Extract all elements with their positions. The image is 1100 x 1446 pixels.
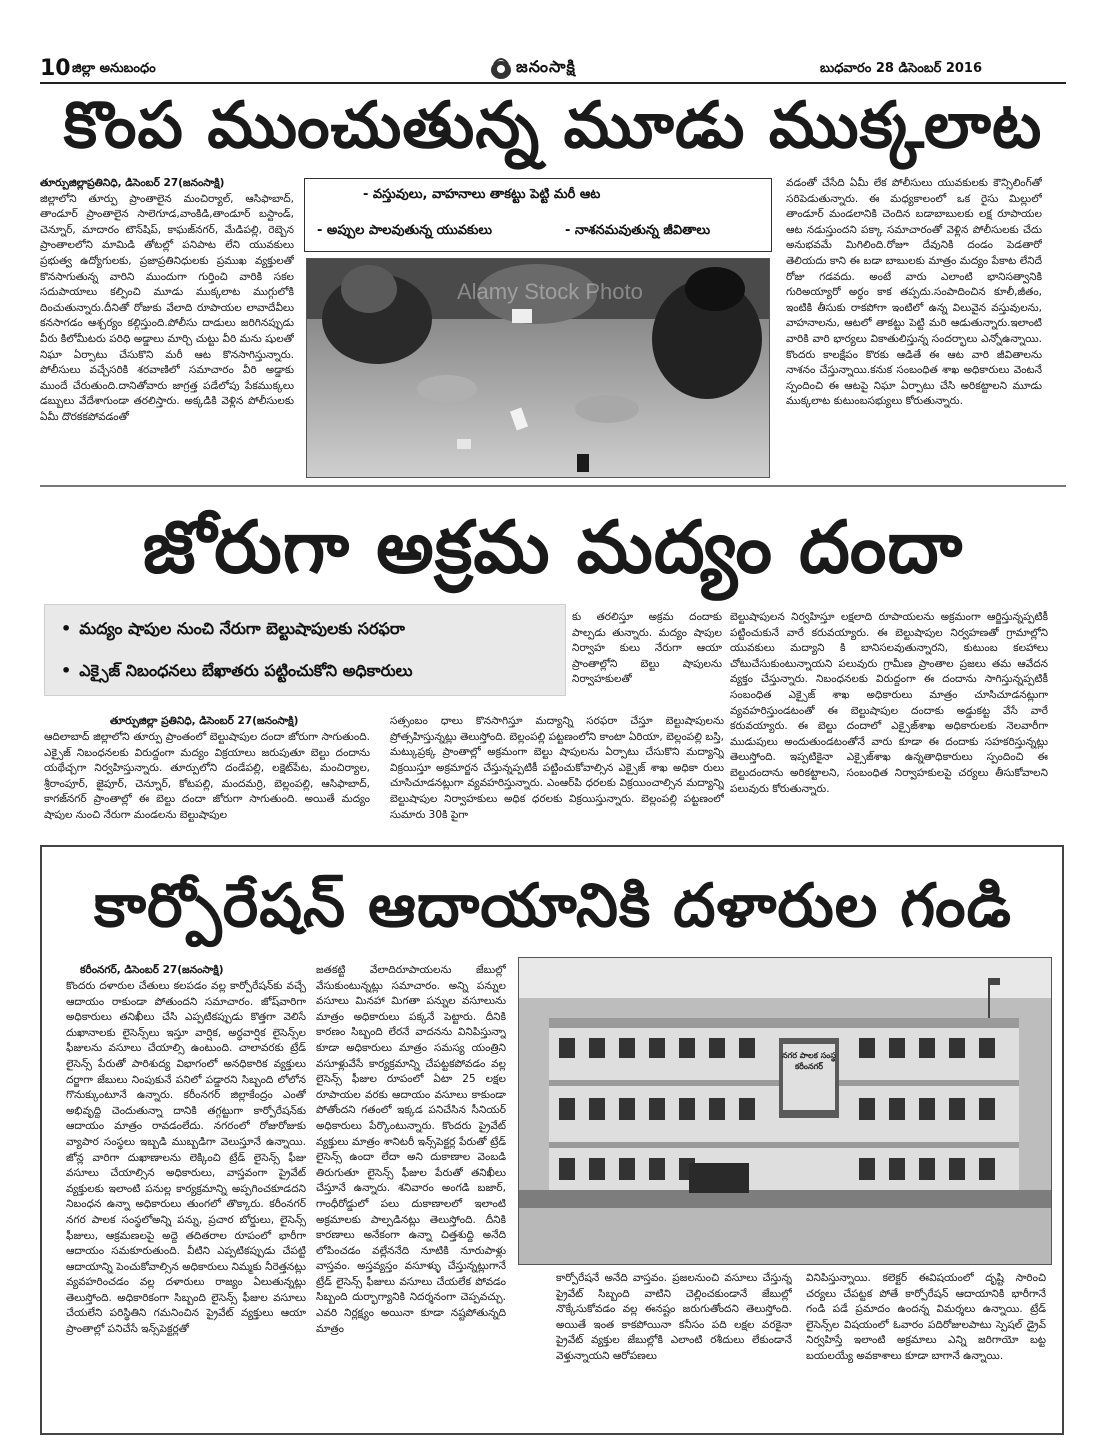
story2-column-1: ఆదిలాబాద్ జిల్లాలోని తూర్పు ప్రాంతంలో బెల్టుషాపుల దందా జోరుగా సాగుతుంది. ఎక్సైజ్ నిబంధనలకు విరుద్దంగా మద్యం విక్రయాలు జరుపుతూ బెల్టు దందాను యథేచ్చగా నిర్వహిస్తున్నారు. తూర్పులోని దండేపల్లి, లక్షెట్‌పేట, మంచిర్యాల, శ్రీరాంపూర్, జైపూర్, చెన్నూర్, కోటపల్లి, మందమర్రి, బెల్లంపల్లి, ఆసిఫాబాద్, కాగజ్‌నగర్ ప్రాంతాల్లో ఈ బెల్టు దందా జోరుగా సాగుతుంది. అయితే మద్యం షాపుల నుంచి నేరుగా మండలను బెల్టుషాపుల	[44, 731, 370, 821]
story2-headline: జోరుగా అక్రమ మద్యం దందా	[142, 505, 964, 589]
logo-emblem-icon	[490, 56, 512, 80]
story2-bullet-2	[61, 661, 413, 684]
issue-date: బుధవారం 28 డిసెంబర్ 2016	[820, 61, 982, 76]
story2-column-3: కు తరలిస్తూ అక్రమ దందాకు పాల్పడు తున్నారు. మద్యం షాపుల నిర్వాహ కులు నేరుగా ఆయా ప్రాంతాల్లోని బెల్టు షాపులను నిర్వాహకులతో	[572, 611, 722, 686]
bullet-dot-icon: •	[61, 619, 72, 638]
story2-column-2: సత్సంబం ధాలు కొనసాగిస్తూ మద్యాన్ని సరఫరా చేస్తూ బెల్టుషాపులను ప్రోత్సహిస్తున్నట్లు తెలుస్తోంది. బెల్లంపల్లి పట్టణంలోని కాంటా ఏరియా, బెల్లంపల్లి బస్తి, మట్కుప్రక్క ప్రాంతాల్లో అక్రమంగా బెల్టు షాపులను ఏర్పాటు చేసుకొని మద్యాన్ని విక్రయిస్తూ అక్రమార్జన చేస్తున్నప్పటికీ పట్టించుకోవాల్సిన ఎక్సైజ్ శాఖ అధికా రులు చూసిచూడనట్లుగా వ్యవహరిస్తున్నారు. ఎంఆర్‌పి ధరలకు విక్రయించాల్సిన మద్యాన్ని బెల్టుషాపుల నిర్వాహకులు అధిక ధరలకు విక్రయిస్తున్నారు. బెల్లంపల్లి పట్టణంలో సుమారు 30కి పైగా	[390, 715, 724, 821]
header-rule	[40, 82, 1066, 84]
masthead-logo	[490, 54, 630, 82]
story3-column-2: జతకట్టి వేలాదిరూపాయలను జేబుల్లో వేసుకుంటున్నట్లు సమాచారం. అన్ని పన్నుల వసూలు మినహా మిగతా పన్నుల వసూలును మాత్రం అధికారులు పక్కనే పెట్టారు. దీనికి కారణం సిబ్బంది లేరనే వాదనను వినిపిస్తున్నా కూడా అధికారులు మాత్రం సమస్య యంత్రిని వసూళ్లువేసే కార్యక్రమాన్ని చేపట్టకపోవడం వల్ల లైసెన్స్ ఫీజుల రూపంలో ఏటా 25 లక్షల రూపాయల వరకు ఆదాయం వసూలు కాకుండా పోతోందని గతంలో ఇక్కడ పనిచేసిన సీనియర్ అధికారులు పేర్కొంటున్నారు. కొందరు ప్రైవేట్ వ్యక్తులు మాత్రం శానిటరీ ఇన్స్‌పెక్టర్ల పేరుతో ట్రేడ్ లైసెన్స్ ఉందా లేదా అని దుకాణాల వెంబడి తిరుగుతూ లైసెన్స్ ఫీజుల పేరుతో తనిఖీలు చేస్తూనే ఉన్నారు. శనివారం అంగడి బజార్, గాంధీరోడ్డులో పలు దుకాణాలలో ఇలాంటి అక్రమాలకు పాల్పడినట్లు తెలుస్తోంది. దీనికి కారణాలు అనేకంగా ఉన్నా చిత్తశుద్ది అనేది లోపించడం వల్లేననేది నూటికి నూరుపాళ్లు వాస్తవం. అస్తవ్యస్తం వసూళ్ళు చేస్తున్నట్లుగానే ట్రేడ్ లైసెన్స్ ఫీజులు వసూలు చేయలేక పోవడం సిబ్బంది దుర్భాగ్యానికి నిదర్శనంగా చెప్పవచ్చు. ఎవరి నిర్లక్ష్యం అయినా కూడా నష్టపోతున్నది మాత్రం	[316, 964, 506, 1335]
story1-headline: కొంప ముంచుతున్న మూడు ముక్కలాట	[63, 89, 1043, 163]
story1-byline: తూర్పుజిల్లాప్రతినిధి, డిసెంబర్ 27(జనంసాక్షి)	[40, 177, 225, 189]
story2-bullet-2-text: ఎక్సైజ్ నిబంధనలు బేఖాతరు పట్టించుకోని అధికారులు	[79, 661, 413, 680]
card-game-photo	[306, 258, 770, 478]
story3-column-4: వినిపిస్తున్నాయి. కలెక్టర్ ఈవిషయంలో దృష్టి సారించి చర్యలు చేపట్టక పోతే కార్పోరేషన్ ఆదాయానికి భారీగానే గండి పడే ప్రమాదం ఉందన్న విమర్శలు ఉన్నాయి. ట్రేడ్ లైసెన్స్‌ల విషయంలో ఓవారం పదిరోజులపాటు స్పెషల్ డ్రైవ్ నిర్వహిస్తే ఇలాంటి అక్రమాలు ఎన్ని జరిగాయో బట్ట బయలయ్యే అవకాశాలు కూడా బాగానే ఉన్నాయి.	[806, 1272, 1046, 1362]
story2-bullet-box	[44, 604, 566, 696]
story1-subhead-1: - వస్తువులు, వాహనాలు తాకట్టు పెట్టి మరీ ఆట	[363, 187, 601, 202]
story3-headline: కార్పోరేషన్ ఆదాయానికి దళారుల గండి	[94, 871, 1012, 941]
bullet-dot-icon: •	[61, 661, 72, 680]
story1-column-3: వడంతో చేసేది ఏమీ లేక పోలీసులు యువకులకు కౌన్సిలింగ్‌తో సరిపెడుతున్నారు. ఈ మధ్యకాలంలో ఒక రైసు మిల్లులో తాండూర్ మండలానికి చెందిన బడాబాబులకు లక్ష రూపాయల ఆట నడుస్తుందని పక్కా సమాచారంతో వెళ్లిన పోలీసులకు చేదు అనుభవమే మిగిలింది.రోజూ దేవునికి దండం పెడతారో తెలియదు కాని ఈ బడా బాబులకు మాత్రం మద్యం పేకాట లేనిదే రోజు గడవదు. అంటే వారు ఎలాంటి భానిసత్వానికి గురిఅయ్యారో అర్ధం కాక తప్పదు.సంపాదించిన కూలీ,జీతం, ఇంటికి తీసుకు రాకపోగా ఇంటిలో ఉన్న విలువైన వస్తువులను, వాహనాలను, ఆటలో తాకట్టు పెట్టి మరి ఆడుతున్నారు.ఇలాంటి వారికి వారి భార్యలు వికాతులిస్తున్న సందర్భాలు ఎన్నోఉన్నాయి. కొందరు కాలక్షేపం కొరకు ఆడితే ఈ ఆట వారి జీవితాలను నాశనం చేస్తున్నాయి.కనుక సంబంధిత శాఖ అధికారులు వెంటనే స్పందించి ఈ ఆటపై నిఘా ఏర్పాటు చేసి అరికట్టాలని మూడు ముక్కలాట కుటుంబసభ్యులు కోరుతున్నారు.	[786, 177, 1042, 408]
story1-subhead-2: - అప్పుల పాలవుతున్న యువకులు	[317, 223, 493, 238]
story1-body-1: జిల్లాలోని తూర్పు ప్రాంతాలైన మంచిర్యాల్, ఆసిఫాబాద్, తాండూర్ ప్రాంతాలైన సాలెగూడ,వాంకిడి,తాండూర్ బస్టాండ్, చెన్నూర్, మాదారం టౌన్‌షిప్, కాఘజ్‌నగర్, మేడిపల్లి, రెబ్బెన ప్రాంతాలలోని మామిడి తోటల్లో పనిపాట లేని యువకులు ప్రభుత్వ ఉద్యోగులకు, ప్రజాప్రతినిధులకు ప్రముఖ వ్యక్తులతో కొనసాగుతున్న వారిని ముందుగా గుర్తించి వారికి సకల సదుపాయాలు కల్పించి మూడు ముక్కలాట ముగ్గులోకి దించుతున్నారు.దీనితో రోజుకు వేలాది రూపాయల లావాదేవీలు కనసాగడం ఆశ్చర్యం కల్గిస్తుంది.పోలీసు దాడులు జరిగినప్పుడు వీరు కిలోమీటరు పరిధి అడ్డాలు మార్చి చుట్టు వీరి మను షులతో నిఘా ఏర్పాటు చేసుకొని మరీ ఆట కొనసాగిస్తున్నారు. పోలీసులు వచ్చేసరికి శరవాణిలో సమాచారం వీరి అడ్డాకు ముందే చేరుతుంది.దానితోవారు జాగ్రత్త పడేలోపు పేకముక్కలు డబ్బులు వేదేశాగుండా తరలిస్తారు. అక్కడికి వెళ్లిన పోలీసులకు ఏమీ దొరకకపోవడంతో	[40, 192, 294, 423]
photo-watermark: Alamy Stock Photo	[457, 279, 643, 304]
logo-text: జనంసాక్షి	[516, 57, 576, 76]
story2-bullet-1	[61, 619, 405, 642]
story1-subhead-3: - నాశనమవుతున్న జీవితాలు	[565, 223, 711, 238]
story2-byline: తూర్పుజిల్లా ప్రతినిధి, డిసెంబర్ 27(జనంసాక్షి)	[110, 715, 299, 727]
story1-subhead-box	[304, 178, 772, 252]
story1-bottom-rule	[40, 485, 1066, 487]
story3-byline: కరీంనగర్, డిసెంబర్ 27(జనంసాక్షి)	[80, 964, 224, 976]
story2-column-4: బెల్టుషాపులన నిర్వహిస్తూ లక్షలాది రూపాయలను అక్రమంగా ఆర్జిస్తున్నప్పటికీ పట్టించుకునే వారే కరువయ్యారు. ఈ బెల్టుషాపుల నిర్వహణతో గ్రామాల్లోని యువకులు మద్యాని కి బానిసలవుతున్నారని, కుటుంబ కలహాలు చోటుచేసుకుంటున్నాయని పలువురు గ్రామీణ ప్రాంతాల ప్రజలు తమ ఆవేదన వ్యక్తం చేస్తున్నారు. నిబంధనలకు విరుద్దంగా ఈ దందాను సాగిస్తున్నప్పటికీ సంబంధిత ఎక్సైజ్ శాఖ అధికారులు మాత్రం చూసిచూడనట్లుగా వ్యవహరిస్తుండటంతో ఈ బెల్టుషాపుల దందాకు అడ్డుకట్ట వేసే వారే కరువయ్యారు. ఈ బెల్టు దందాలో ఎక్సైజ్‌శాఖ అధికారులకు నెలవారీగా ముడుపులు అందుతుండటంతోనే వారు కూడా ఈ దందాకు సహకరిస్తున్నట్లు తెలుస్తోంది. ఇప్పటికైనా ఎక్సైజ్‌శాఖ ఉన్నతాధికారులు స్పందించి ఈ బెల్టుదందాను అరికట్టాలని, సంబంధిత నిర్వాహకులపై చర్యలు తీసుకోవాలని పలువురు కోరుతున్నారు.	[730, 611, 1048, 795]
building-sign: నగర పాలక సంస్థ కరీంనగర్	[782, 1051, 836, 1071]
story2-bullet-1-text: మద్యం షాపుల నుంచి నేరుగా బెల్టుషాపులకు సరఫరా	[79, 619, 405, 638]
page-number: 10	[40, 56, 71, 81]
story1-column-1	[40, 176, 294, 474]
story3-column-3: కార్పోరేషనే అనేది వాస్తవం. ప్రజలనుంచి వసూలు చేస్తున్న ప్రైవేట్ సిబ్బంది వాటిని చెల్లించకుండానే జేబుల్లో నొక్కేసుకోవడం వల్ల ఈనష్టం జరుగుతోందని తెలుస్తోంది. అయితే ఇంత కాకపోయినా కనీసం పది లక్షల వరకైనా ప్రైవేట్ వ్యక్తుల జేబుల్లోకి ఎలాంటి రశీదులు లేకుండానే వెళ్తున్నాయని ఆరోపణలు	[556, 1272, 792, 1362]
story3-column-1: కొందరు దళారుల చేతులు కలపడం వల్ల కార్పోరేషన్‌కు వచ్చే ఆదాయం రాకుండా పోతుందని సమాచారం. జోష్‌వారిగా అధికారులు తనిఖీలు చేసి ఎప్పటికప్పుడు కొత్తగా వెలిసే దుఖానాలకు లైసెన్స్‌లు ఇస్తూ వార్షిక, అర్ధవార్షిక లైసెన్స్‌ల ఫీజులను వసూలు చేయాల్సి ఉంటుంది. చాలావరకు ట్రేడ్ లైసెన్స్ పేరుతో పారిశుద్య విభాగంలో అనధికారిక వ్యక్తులు దర్జాగా జేబులు నింపుకునే పనిలో పడ్డారని సిబ్బంది లోలోన గొనుక్కుంటూనే ఉన్నారు. కరీంనగర్ జిల్లాకేంద్రం ఎంతో అభివృద్ది చెందుతున్నా దానికి తగ్గట్టుగా కార్పోరేషన్‌కు ఆదాయం మాత్రం రావడంలేదు. నగరంలో రోజురోజుకు వ్యాపార సంస్థలు ఇబ్బడి ముబ్బడిగా వెలుస్తూనే ఉన్నాయి. జోన్ల వారిగా దుఖాణాలను లెక్కించి ట్రేడ్ లైసెన్స్ ఫీజు వసూలు చేయాల్సిన అధికారులు, వాస్తవంగా ప్రైవేట్ వ్యక్తులకు ఇలాంటి పనుల్ల కార్యక్రమాన్ని అప్పగించకూడదని నిబంధన ఉన్నా అధికారులు తుంగలో తొక్కారు. కరీంనగర్ నగర పాలక సంస్థలోఅన్ని పన్ను, ప్రచార బోర్డులు, లైసెన్స్ ఫీజులు, ఆక్రమణలపై అద్దె తదితరాల రూపంలో భారీగా ఆదాయం సమకూరుతుంది. వీటిని ఎప్పటికప్పుడు చేపట్టి ఆదాయాన్ని పెంచుకోవాల్సిన అధికారులు నిమ్మకు నీరెత్తనట్లు వ్యవహరించడం వల్ల దళారులు రాజ్యం ఏలుతున్నట్లు తెలుస్తోంది. అధికారికంగా సిబ్బంది లైసెన్స్ ఫీజుల వసూలు చేయలేని పరిస్థితిని గమనించిన ప్రైవేట్ వ్యక్తులు ఆయా ప్రాంతాల్లో పనిచేసే ఇన్స్‌పెక్టర్లతో	[66, 980, 306, 1336]
corporation-building-photo	[518, 957, 1052, 1265]
section-label: జిల్లా అనుబంధం	[72, 61, 156, 76]
